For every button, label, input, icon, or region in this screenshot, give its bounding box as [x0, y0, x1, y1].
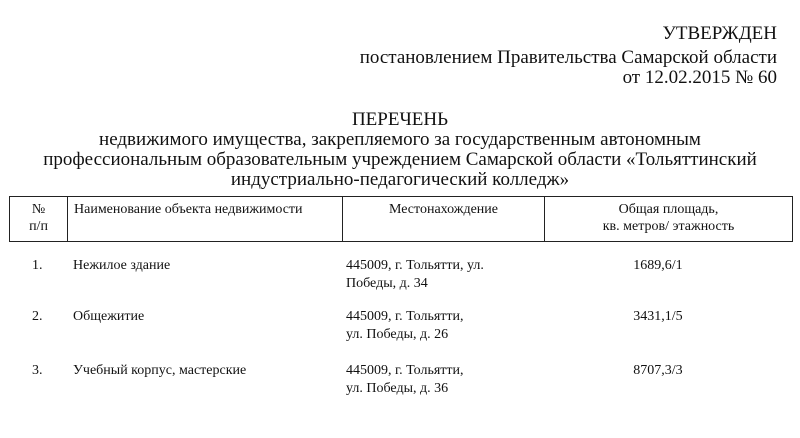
header-area-line: Общая площадь, — [618, 202, 719, 217]
location-line: ул. Победы, д. 36 — [346, 381, 449, 396]
document-title: ПЕРЕЧЕНЬ — [351, 109, 449, 130]
row-1-location — [346, 257, 484, 293]
table-header-row — [10, 197, 793, 242]
header-area — [545, 197, 793, 242]
header-num-line: п/п — [29, 219, 48, 234]
location-line: ул. Победы, д. 26 — [346, 327, 449, 342]
location-line: 445009, г. Тольятти, ул. — [346, 258, 484, 273]
subtitle-line: недвижимого имущества, закрепляемого за государственным автономным — [99, 129, 701, 150]
location-line: 445009, г. Тольятти, — [346, 309, 464, 324]
property-table — [9, 196, 793, 242]
row-1-name: Нежилое здание — [73, 258, 171, 273]
document-subtitle — [0, 130, 800, 190]
header-name: Наименование объекта недвижимости — [68, 197, 343, 242]
header-area-line: кв. метров/ этажность — [602, 219, 735, 234]
row-3-name: Учебный корпус, мастерские — [73, 363, 247, 378]
subtitle-line: профессиональным образовательным учреждением Самарской области «Тольяттинский — [43, 149, 757, 170]
row-3-num: 3. — [32, 363, 43, 378]
row-2-num: 2. — [32, 309, 43, 324]
location-line: Победы, д. 34 — [346, 276, 428, 291]
row-2-name: Общежитие — [73, 309, 145, 324]
row-3-location — [346, 362, 464, 398]
row-2-area: 3431,1/5 — [633, 309, 683, 324]
row-1-num: 1. — [32, 258, 43, 273]
header-num — [10, 197, 68, 242]
subtitle-line: индустриально-педагогический колледж» — [230, 169, 570, 190]
header-num-line: № — [31, 202, 46, 217]
location-line: 445009, г. Тольятти, — [346, 363, 464, 378]
row-2-location — [346, 308, 464, 344]
approval-date: от 12.02.2015 № 60 — [622, 67, 777, 88]
approval-resolution: постановлением Правительства Самарской области — [359, 47, 777, 68]
row-1-area: 1689,6/1 — [633, 258, 683, 273]
header-location: Местонахождение — [343, 197, 545, 242]
row-3-area: 8707,3/3 — [633, 363, 683, 378]
approval-title: УТВЕРЖДЕН — [662, 23, 777, 44]
